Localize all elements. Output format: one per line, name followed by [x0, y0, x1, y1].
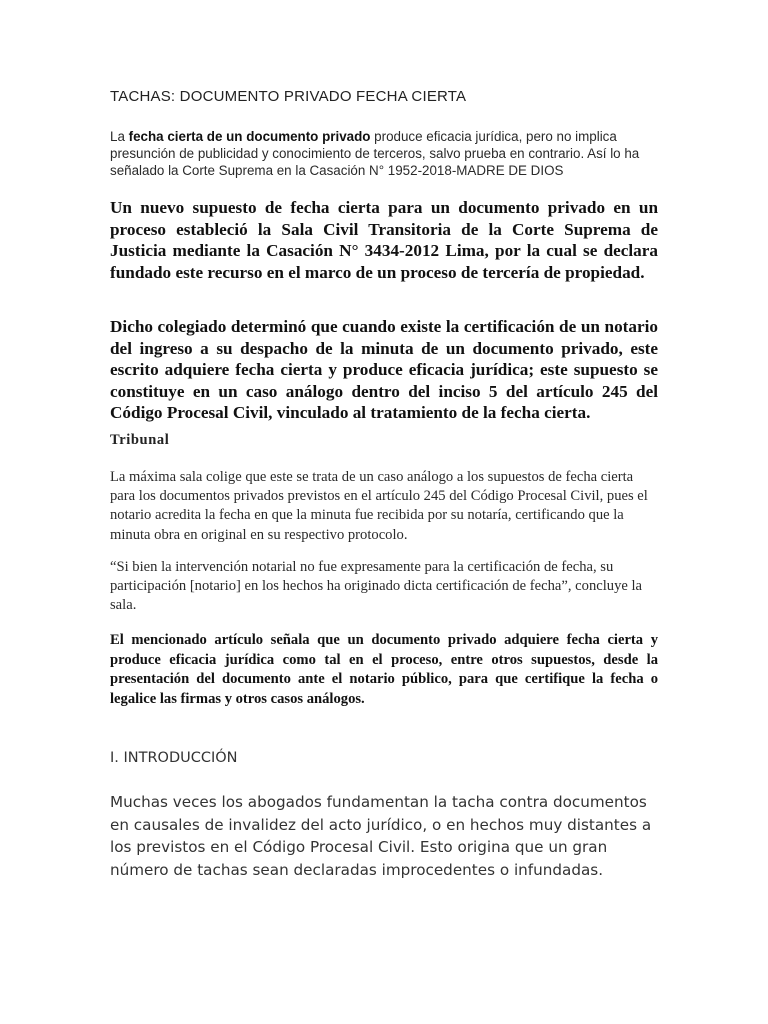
- lead-bold-phrase: fecha cierta de un documento privado: [128, 129, 371, 144]
- document-title: TACHAS: DOCUMENTO PRIVADO FECHA CIERTA: [110, 88, 467, 105]
- lead-prefix: La: [110, 129, 129, 144]
- paragraph-1: La máxima sala colige que este se trata de un caso análogo a los supuestos de fecha cierta para los documentos privados previstos en el artículo 245 del Código Procesal Civil, pues el notario acredita la fecha en que la minuta fue recibida por su notaría, certificando que la minuta obra en original en su respectivo protocolo.: [110, 469, 648, 543]
- paragraph-2-quote: “Si bien la intervención notarial no fue expresamente para la certificación de fecha, su participación [notario] en los hechos ha originado dicta certificación de fecha”, concluye la sala.: [110, 559, 643, 614]
- bold-paragraph-3: El mencionado artículo señala que un documento privado adquiere fecha cierta y produce eficacia jurídica como tal en el proceso, entre otros supuestos, desde la presentación del documento ante el notario público, para que certifique la fecha o legalice las firmas y otros casos análogos.: [110, 632, 658, 707]
- intro-paragraph: Muchas veces los abogados fundamentan la tacha contra documentos en causales de invalidez del acto jurídico, o en hechos muy distantes a los previstos en el Código Procesal Civil. Esto origina que un gran número de tachas sean declaradas improcedentes o infundadas.: [110, 793, 652, 879]
- section-heading-introduccion: I. INTRODUCCIÓN: [110, 750, 238, 766]
- lead-paragraph: [110, 128, 658, 179]
- subheading-tribunal: Tribunal: [110, 432, 170, 448]
- lead-rest: produce eficacia jurídica, pero no implica presunción de publicidad y conocimiento de terceros, salvo prueba en contrario. Así lo ha señalado la Corte Suprema en la Casación N° 1952-2018-MADRE DE DIOS: [110, 129, 640, 178]
- bold-paragraph-2: Dicho colegiado determinó que cuando existe la certificación de un notario del ingreso a su despacho de la minuta de un documento privado, este escrito adquiere fecha cierta y produce eficacia jurídica; este supuesto se constituye en un caso análogo dentro del inciso 5 del artículo 245 del Código Procesal Civil, vinculado al tratamiento de la fecha cierta.: [110, 317, 658, 422]
- bold-paragraph-1: Un nuevo supuesto de fecha cierta para un documento privado en un proceso estableció la Sala Civil Transitoria de la Corte Suprema de Justicia mediante la Casación N° 3434-2012 Lima, por la cual se declara fundado este recurso en el marco de un proceso de tercería de propiedad.: [110, 198, 658, 282]
